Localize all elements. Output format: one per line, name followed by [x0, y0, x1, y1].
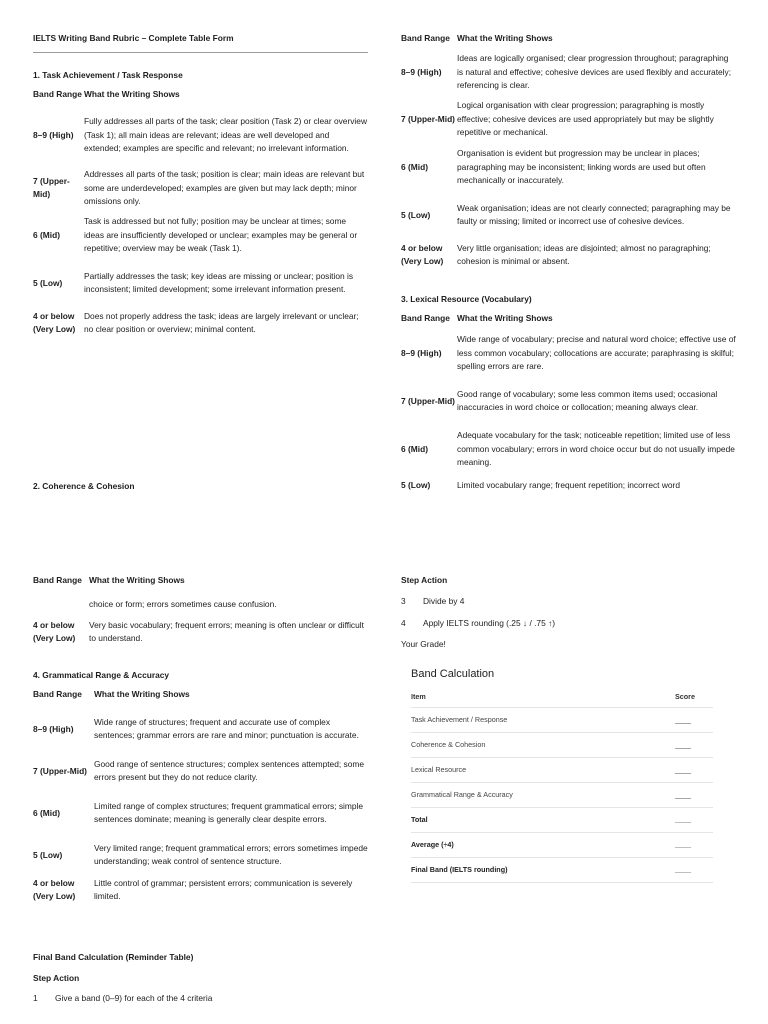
table-header-row [401, 312, 736, 329]
description-cell: Task is addressed but not fully; position may be unclear at times; some ideas are insufficiently developed or unclear; examples may be general or repetitive; overview may be weak (Task 1). [84, 216, 358, 254]
band-cell: 8–9 (High) [401, 347, 442, 358]
description-cell: Limited vocabulary range; frequent repetition; incorrect word [457, 479, 680, 490]
table-row [33, 753, 368, 789]
left-column-top [33, 32, 368, 339]
column-header-action: Action [421, 575, 448, 585]
steps-header-right [401, 574, 736, 587]
band-cell: 5 (Low) [33, 849, 63, 860]
table-row [33, 259, 368, 307]
table-row [401, 425, 736, 473]
left-column-bottom [33, 574, 368, 1006]
description-cell: Weak organisation; ideas are not clearly connected; paragraphing may be faulty or missing; limited or incorrect use of cohesive devices. [457, 203, 731, 227]
list-item [33, 992, 368, 1005]
item-cell: Coherence & Cohesion [411, 732, 675, 757]
description-cell: Good range of vocabulary; some less common items used; occasional inaccuracies in word choice or collocation; meaning always clear. [457, 388, 718, 413]
band-cell: 4 or below (Very Low) [33, 620, 76, 644]
column-header-description: What the Writing Shows [457, 33, 553, 43]
band-calculation-table [411, 687, 713, 883]
table-row [33, 211, 368, 259]
table-row [33, 165, 368, 211]
description-cell: Logical organisation with clear progression; paragraphing is mostly effective; cohesive devices are used appropriately but may be slightly repetitive or mechanical. [457, 100, 714, 138]
column-header-action: Action [53, 972, 80, 983]
table-header-row [411, 687, 713, 707]
table-row [401, 143, 736, 191]
description-cell: Good range of sentence structures; complex sentences attempted; some errors present but they do not reduce clarity. [94, 758, 365, 783]
column-header-band: Band Range [33, 88, 82, 99]
score-blank[interactable]: ____ [675, 857, 713, 882]
column-header-score: Score [675, 687, 713, 707]
section-task-achievement-heading: 1. Task Achievement / Task Response [33, 70, 183, 81]
lexical-table-continued [33, 574, 368, 649]
step-action: Give a band (0–9) for each of the 4 criteria [55, 993, 213, 1004]
description-cell: Very little organisation; ideas are disjointed; almost no paragraphing; cohesion is minimal or absent. [457, 243, 711, 267]
band-cell: 5 (Low) [401, 209, 431, 220]
band-cell: 4 or below (Very Low) [33, 877, 76, 902]
item-cell: Lexical Resource [411, 757, 675, 782]
list-item [401, 595, 736, 608]
description-cell: Ideas are logically organised; clear progression throughout; paragraphing is natural and effective; cohesive devices are used flexibly and accurately; referencing is clear. [457, 53, 732, 91]
band-cell: 6 (Mid) [401, 161, 428, 172]
lexical-table [401, 312, 736, 497]
score-blank[interactable]: ____ [675, 757, 713, 782]
document-title: IELTS Writing Band Rubric – Complete Table Form [33, 32, 368, 53]
table-row [33, 789, 368, 837]
table-row [401, 473, 736, 497]
item-cell: Average (÷4) [411, 832, 675, 857]
item-cell: Task Achievement / Response [411, 707, 675, 732]
table-row [401, 329, 736, 377]
band-cell: 8–9 (High) [33, 723, 74, 734]
table-row [33, 615, 368, 649]
table-row [33, 593, 368, 615]
column-header-band: Band Range [33, 688, 82, 699]
band-calculation-card [411, 666, 713, 883]
description-cell: Adequate vocabulary for the task; noticeable repetition; limited use of less common vocabulary; errors in word choice occur but do not usually impede meaning. [457, 430, 735, 468]
table-header-row [33, 688, 368, 705]
item-cell: Grammatical Range & Accuracy [411, 782, 675, 807]
description-cell: Wide range of structures; frequent and accurate use of complex sentences; grammar errors are rare and minor; punctuation is accurate. [94, 716, 359, 741]
band-cell: 4 or below (Very Low) [401, 243, 444, 267]
table-row [411, 832, 713, 857]
step-action: Apply IELTS rounding (.25 ↓ / .75 ↑) [423, 617, 556, 628]
table-row [411, 757, 713, 782]
column-header-band: Band Range [401, 312, 450, 323]
score-blank[interactable]: ____ [675, 707, 713, 732]
description-cell: Limited range of complex structures; frequent grammatical errors; simple sentences dominate; meaning is generally clear despite errors. [94, 800, 364, 825]
description-cell: Little control of grammar; persistent errors; communication is severely limited. [94, 877, 353, 902]
column-header-step: Step [401, 575, 420, 585]
table-row [411, 707, 713, 732]
table-row [401, 239, 736, 271]
band-cell: 6 (Mid) [33, 229, 60, 240]
table-row [33, 105, 368, 165]
item-cell: Final Band (IELTS rounding) [411, 857, 675, 882]
item-cell: Total [411, 807, 675, 832]
right-column-bottom [401, 574, 736, 883]
table-row [411, 732, 713, 757]
description-cell: choice or form; errors sometimes cause confusion. [89, 598, 277, 609]
score-blank[interactable]: ____ [675, 832, 713, 857]
score-blank[interactable]: ____ [675, 782, 713, 807]
column-header-description: What the Writing Shows [94, 688, 190, 699]
band-cell: 4 or below (Very Low) [33, 310, 76, 335]
description-cell: Very limited range; frequent grammatical errors; errors sometimes impede understanding; weak control of sentence structure. [94, 842, 368, 867]
table-row [401, 191, 736, 239]
description-cell: Very basic vocabulary; frequent errors; meaning is often unclear or difficult to understand. [89, 620, 364, 644]
score-blank[interactable]: ____ [675, 807, 713, 832]
task-achievement-table [33, 88, 368, 339]
description-cell: Wide range of vocabulary; precise and natural word choice; effective use of less common vocabulary; collocations are accurate; paraphrasing is skilful; spelling errors are rare. [457, 334, 736, 372]
step-number: 3 [401, 596, 406, 607]
band-cell: 5 (Low) [401, 479, 431, 490]
column-header-step: Step [33, 972, 52, 983]
band-cell: 7 (Upper-Mid) [401, 395, 455, 406]
table-row [401, 49, 736, 95]
table-header-row [33, 574, 368, 593]
band-calculation-title: Band Calculation [411, 667, 495, 680]
section-grammar-heading: 4. Grammatical Range & Accuracy [33, 670, 170, 681]
table-row [401, 95, 736, 143]
table-row [33, 705, 368, 753]
coherence-table [401, 32, 736, 271]
band-cell [33, 593, 89, 615]
grammar-table [33, 688, 368, 907]
description-cell: Does not properly address the task; ideas are largely irrelevant or unclear; no clear position or overview; minimal content. [84, 310, 359, 335]
band-cell: 8–9 (High) [33, 129, 74, 140]
band-cell: 5 (Low) [33, 277, 63, 288]
description-cell: Addresses all parts of the task; position is clear; main ideas are relevant but some are underdeveloped; examples are given but may lack depth; minor omissions only. [84, 169, 365, 207]
column-header-item: Item [411, 687, 675, 707]
band-cell: 7 (Upper-Mid) [33, 765, 87, 776]
band-cell: 7 (Upper-Mid) [33, 175, 70, 200]
section-lexical-heading: 3. Lexical Resource (Vocabulary) [401, 294, 532, 305]
table-row [33, 837, 368, 873]
table-header-row [33, 88, 368, 105]
table-row [33, 873, 368, 907]
band-cell: 6 (Mid) [33, 807, 60, 818]
section-coherence-heading: 2. Coherence & Cohesion [33, 481, 135, 491]
table-row [33, 307, 368, 339]
step-number: 1 [33, 993, 38, 1004]
steps-header-left [33, 972, 368, 985]
your-grade-label: Your Grade! [401, 639, 446, 650]
band-cell: 8–9 (High) [401, 66, 442, 77]
column-header-band: Band Range [401, 33, 450, 43]
step-number: 4 [401, 617, 406, 628]
band-cell: 6 (Mid) [401, 443, 428, 454]
table-row [411, 782, 713, 807]
band-cell: 7 (Upper-Mid) [401, 113, 455, 124]
column-header-band: Band Range [33, 575, 82, 585]
section-final-heading: Final Band Calculation (Reminder Table) [33, 952, 194, 963]
description-cell: Fully addresses all parts of the task; clear position (Task 2) or clear overview (Task 1); all main ideas are relevant; ideas are well developed and extended; examples are specific and relevant; no irrelevant information. [84, 116, 368, 154]
table-header-row [401, 32, 736, 49]
column-header-description: What the Writing Shows [457, 312, 553, 323]
step-action: Divide by 4 [423, 596, 465, 607]
column-header-description: What the Writing Shows [84, 88, 180, 99]
table-row [411, 807, 713, 832]
right-column-top [401, 32, 736, 497]
column-header-description: What the Writing Shows [89, 575, 185, 585]
score-blank[interactable]: ____ [675, 732, 713, 757]
description-cell: Organisation is evident but progression may be unclear in places; paragraphing may be inconsistent; linking words are used but often mechanically or inaccurately. [457, 148, 706, 186]
list-item [401, 617, 736, 630]
description-cell: Partially addresses the task; key ideas are missing or unclear; position is inconsistent; limited development; some irrelevant information present. [84, 270, 354, 295]
table-row [401, 377, 736, 425]
table-row [411, 857, 713, 882]
